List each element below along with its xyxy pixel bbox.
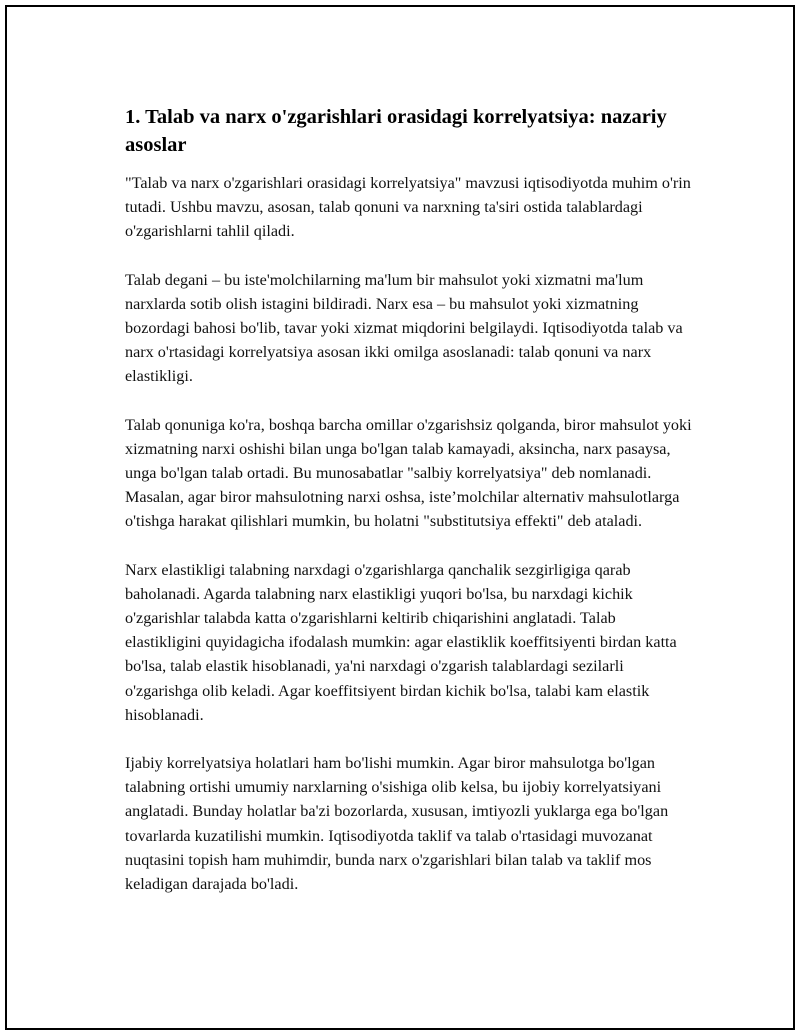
paragraph-definition: Talab degani – bu iste'molchilarning ma'lum bir mahsulot yoki xizmatni ma'lum narxlarda sotib olish istagini bildiradi. Narx esa – bu mahsulot yoki xizmatning bozordagi bahosi bo'lib, tavar yoki xizmat miqdorini belgilaydi. Iqtisodiyotda talab va narx o'rtasidagi korrelyatsiya asosan ikki omilga asoslanadi: talab qonuni va narx elastikligi. — [125, 270, 683, 386]
paragraph-law-of-demand: Talab qonuniga ko'ra, boshqa barcha omillar o'zgarishsiz qolganda, biror mahsulot yoki xizmatning narxi oshishi bilan unga bo'lgan talab kamayadi, aksincha, narx pasaysa, unga bo'lgan talab ortadi. Bu munosabatlar "salbiy korrelyatsiya" deb nomlanadi. Masalan, agar biror mahsulotning narxi oshsa, iste’molchilar alternativ mahsulotlarga o'tishga harakat qilishlari mumkin, bu holatni "substitutsiya effekti" deb ataladi. — [125, 415, 692, 531]
paragraph-price-elasticity: Narx elastikligi talabning narxdagi o'zgarishlarga qanchalik sezgirligiga qarab baholanadi. Agarda talabning narx elastikligi yuqori bo'lsa, bu narxdagi kichik o'zgarishlar talabda katta o'zgarishlarni keltirib chiqarishini anglatadi. Talab elastikligini quyidagicha ifodalash mumkin: agar elastiklik koeffitsiyenti birdan katta bo'lsa, talab elastik hisoblanadi, ya'ni narxdagi o'zgarish talablardagi sezilarli o'zgarishga olib keladi. Agar koeffitsiyent birdan kichik bo'lsa, talabi kam elastik hisoblanadi. — [125, 560, 677, 724]
page-frame — [5, 5, 795, 1030]
section-heading: 1. Talab va narx o'zgarishlari orasidagi korrelyatsiya: nazariy asoslar — [125, 106, 667, 156]
document-body — [125, 103, 695, 920]
paragraph-positive-correlation: Ijabiy korrelyatsiya holatlari ham bo'lishi mumkin. Agar biror mahsulotga bo'lgan talabning ortishi umumiy narxlarning o'sishiga olib kelsa, bu ijobiy korrelyatsiyani anglatadi. Bunday holatlar ba'zi bozorlarda, xususan, imtiyozli yuklarga ega bo'lgan tovarlarda kuzatilishi mumkin. Iqtisodiyotda taklif va talab o'rtasidagi muvozanat nuqtasini topish ham muhimdir, bunda narx o'zgarishlari bilan talab va taklif mos keladigan darajada bo'ladi. — [125, 754, 669, 894]
paragraph-intro: "Talab va narx o'zgarishlari orasidagi korrelyatsiya" mavzusi iqtisodiyotda muhim o'rin tutadi. Ushbu mavzu, asosan, talab qonuni va narxning ta'siri ostida talablardagi o'zgarishlarni tahlil qiladi. — [125, 174, 691, 241]
